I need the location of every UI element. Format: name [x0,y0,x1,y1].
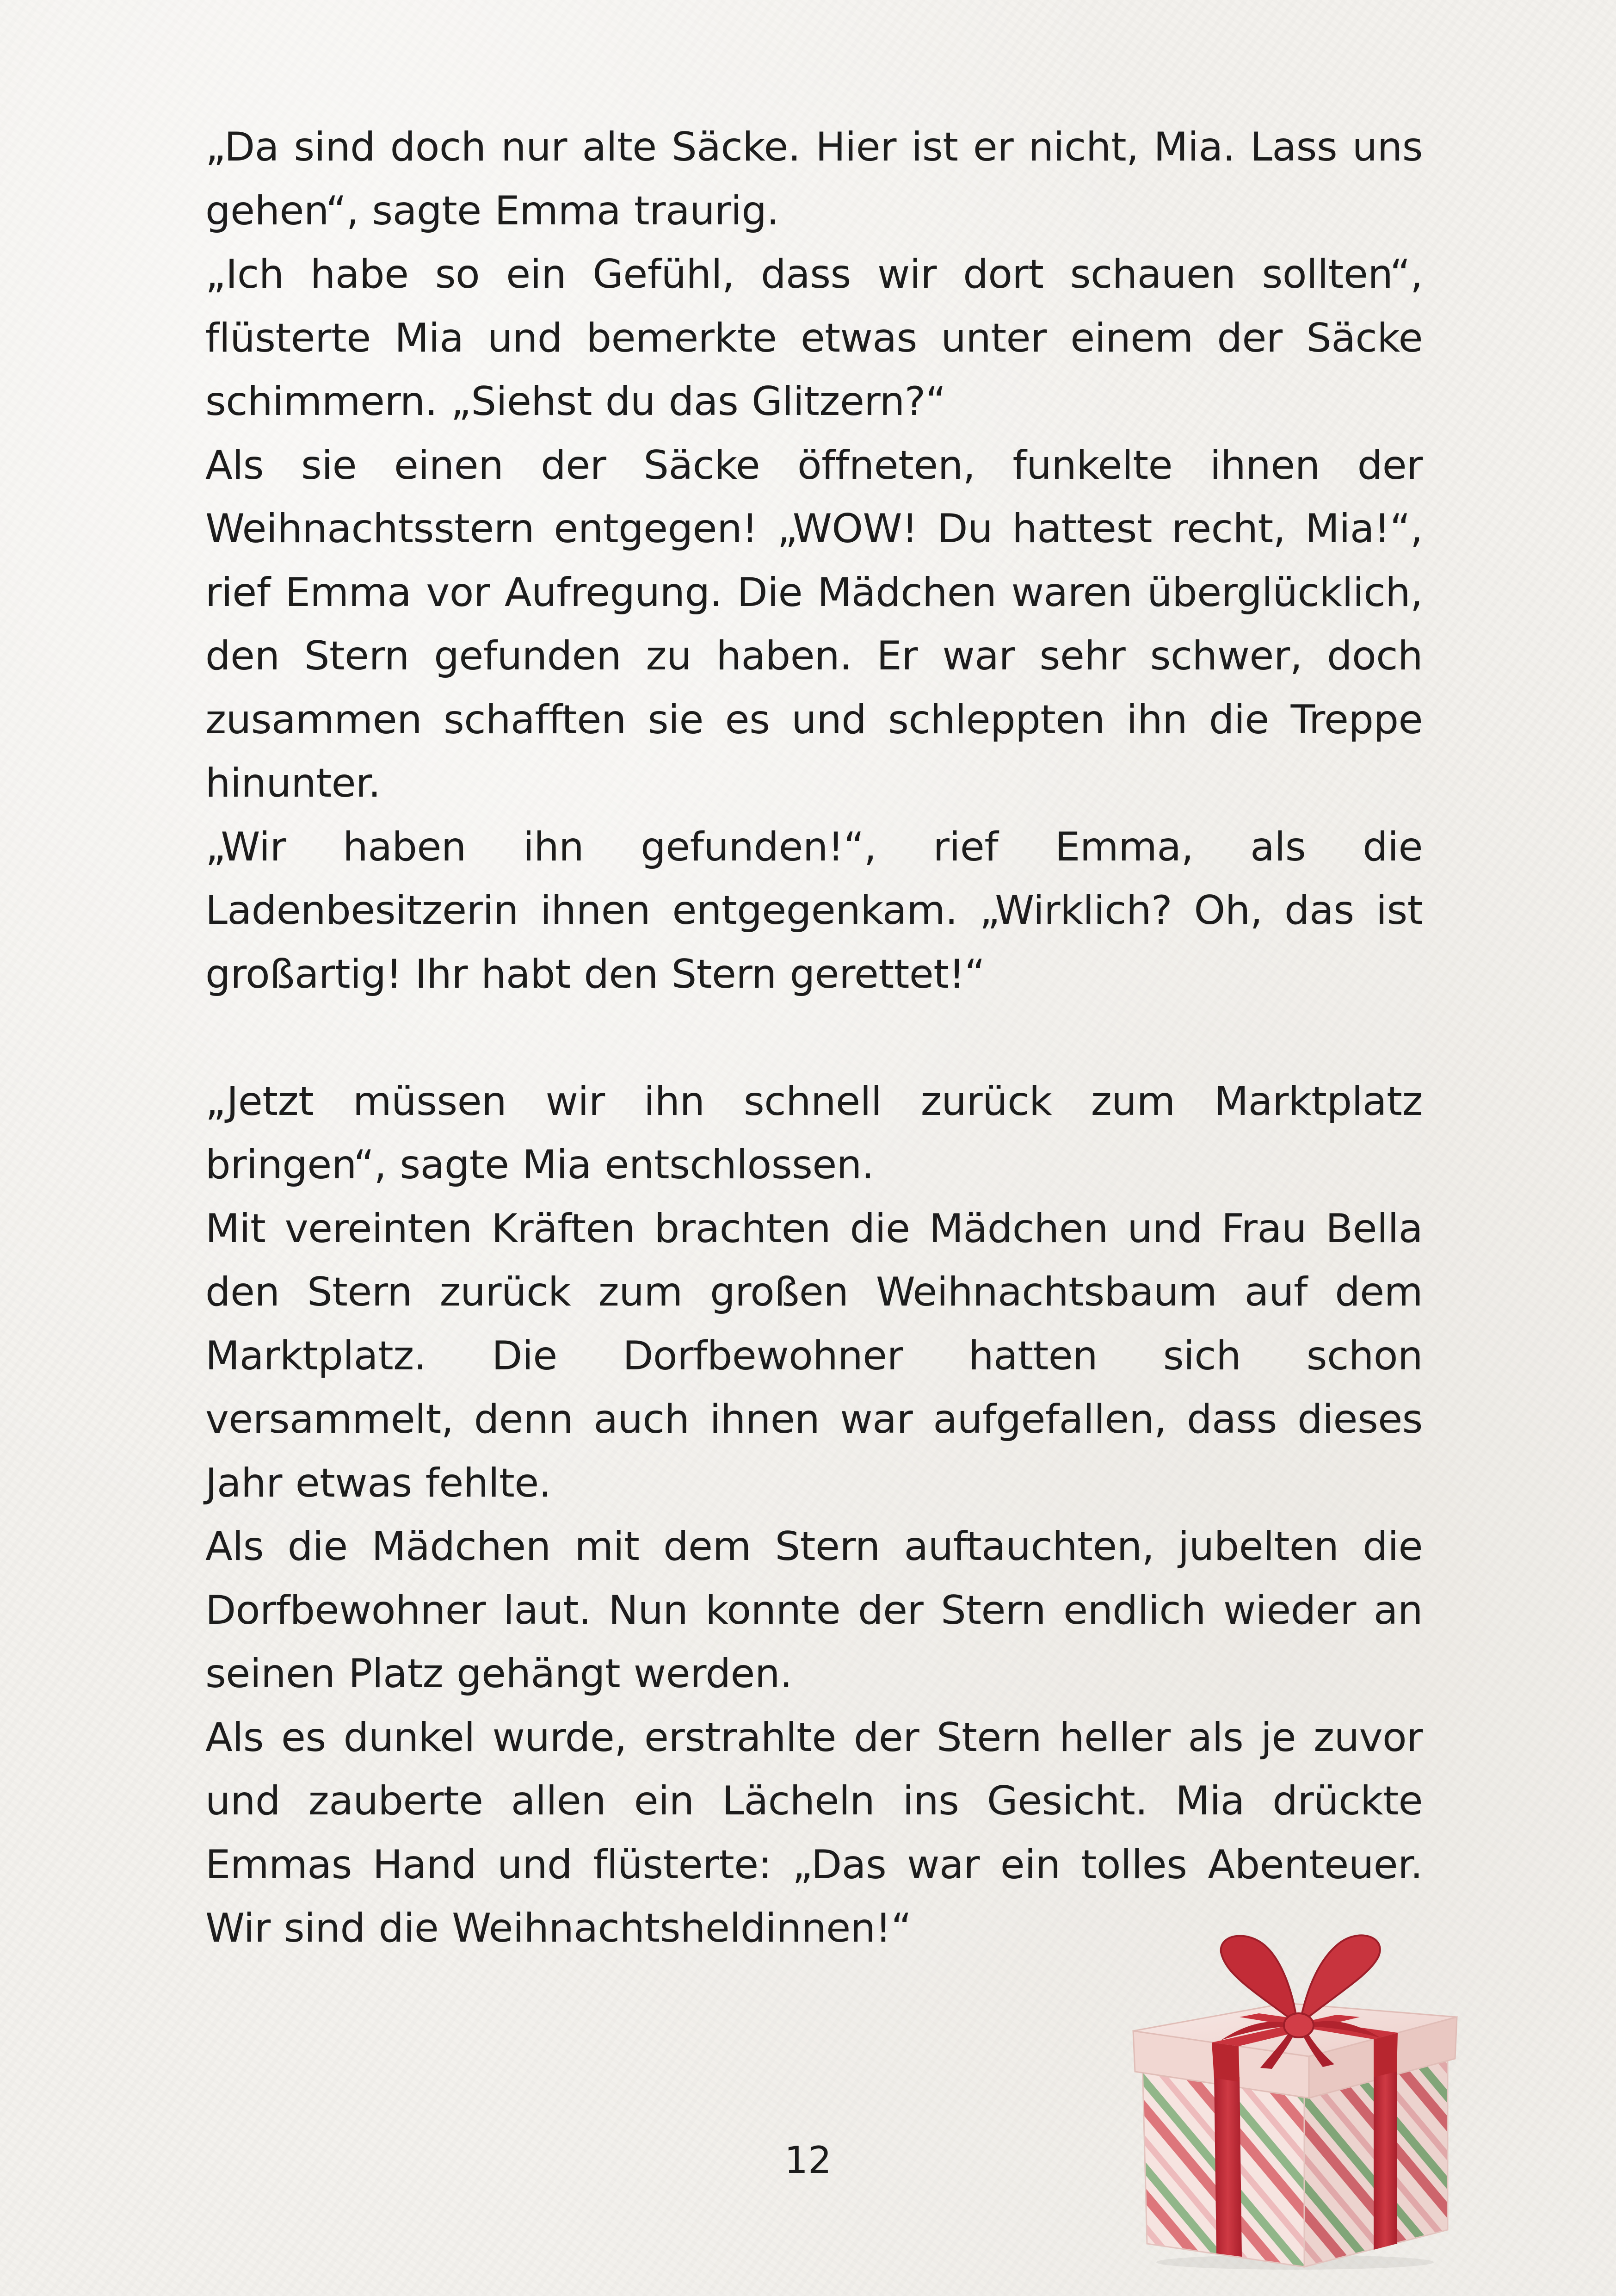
paragraph: „Wir haben ihn gefunden!“, rief Emma, als die Ladenbesitzerin ihnen entgegenkam. „Wirklich? Oh, das ist großartig! Ihr habt den Stern gerettet!“ [205,823,1423,997]
page-number: 12 [784,2139,832,2182]
paragraph: Als sie einen der Säcke öffneten, funkelte ihnen der Weihnachtsstern entgegen! „WOW! Du hattest recht, Mia!“, rief Emma vor Aufregung. Die Mädchen waren überglücklich, den Stern gefunden zu haben. Er war sehr schwer, doch zusammen schafften sie es und schleppten ihn die Treppe hinunter. [205,442,1423,806]
story-text [205,116,1423,1961]
paragraph: Mit vereinten Kräften brachten die Mädchen und Frau Bella den Stern zurück zum großen Weihnachtsbaum auf dem Marktplatz. Die Dorfbewohner hatten sich schon versammelt, denn auch ihnen war aufgefallen, dass dieses Jahr etwas fehlte. [205,1205,1423,1506]
paragraph: „Jetzt müssen wir ihn schnell zurück zum Marktplatz bringen“, sagte Mia entschlossen. [205,1078,1423,1188]
paragraph: Als es dunkel wurde, erstrahlte der Stern heller als je zuvor und zauberte allen ein Lächeln ins Gesicht. Mia drückte Emmas Hand und flüsterte: „Das war ein tolles Abenteuer. Wir sind die Weihnachtsheldinnen!“ [205,1714,1423,1951]
paragraph: „Ich habe so ein Gefühl, dass wir dort schauen sollten“, flüsterte Mia und bemerkte etwas unter einem der Säcke schimmern. „Siehst du das Glitzern?“ [205,251,1423,425]
paragraph-spacer [205,1006,1423,1070]
gift-box-icon [1129,1925,1462,2271]
paragraph: Als die Mädchen mit dem Stern auftauchten, jubelten die Dorfbewohner laut. Nun konnte der Stern endlich wieder an seinen Platz gehängt werden. [205,1523,1423,1697]
paragraph: „Da sind doch nur alte Säcke. Hier ist er nicht, Mia. Lass uns gehen“, sagte Emma traurig. [205,124,1423,234]
